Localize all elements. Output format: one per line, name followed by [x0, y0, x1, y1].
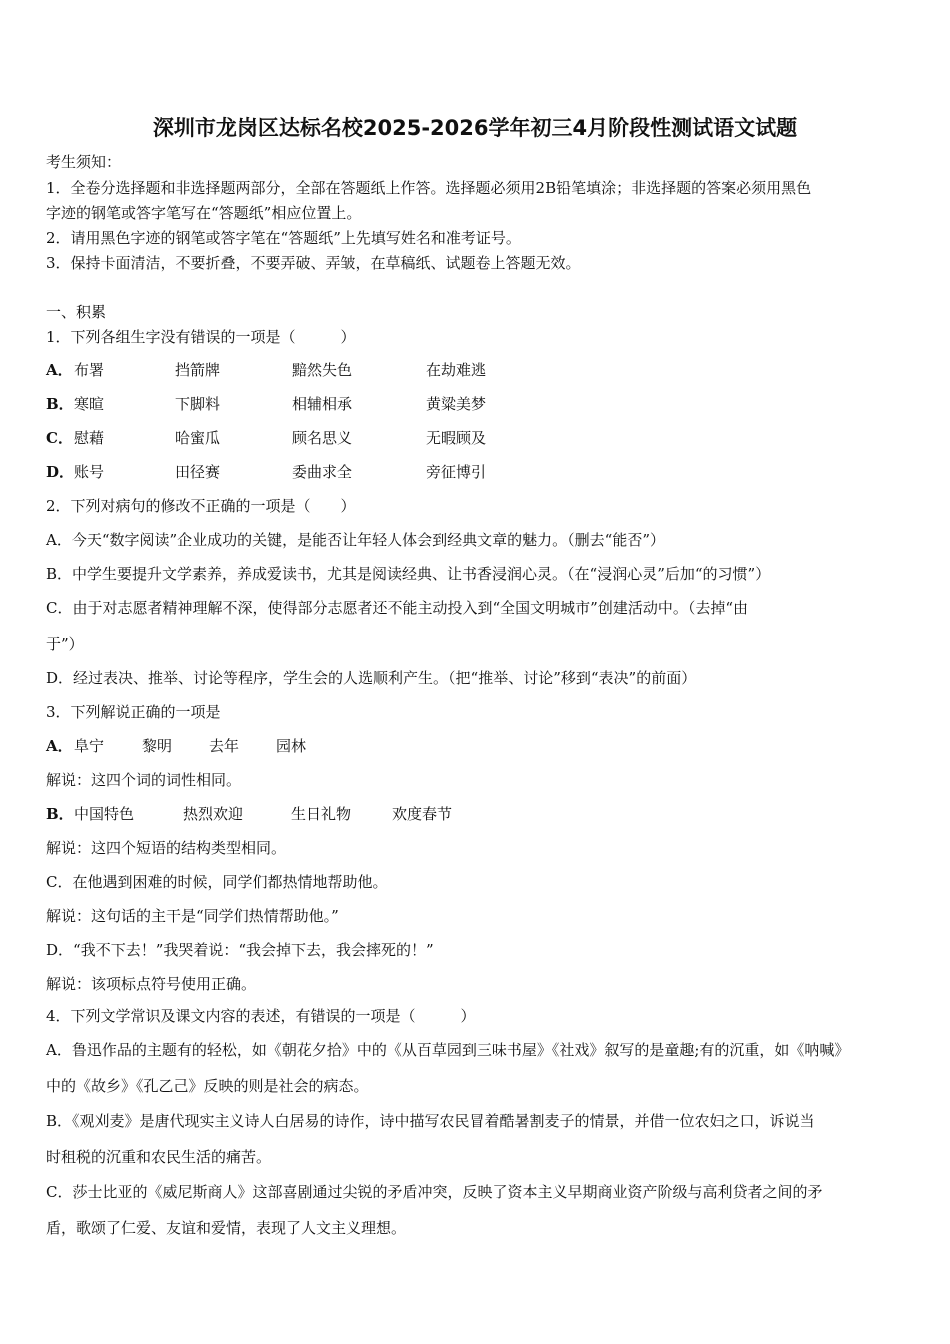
option-word: 顾名思义 — [292, 429, 353, 447]
option-word: 生日礼物 — [291, 805, 352, 823]
question-4-option-c-line-2: 盾，歌颂了仁爱、友谊和爱情，表现了人文主义理想。 — [46, 1219, 407, 1237]
option-label: C． — [46, 429, 73, 447]
question-3-note-b: 解说：这四个短语的结构类型相同。 — [46, 839, 287, 857]
option-word: 去年 — [209, 737, 240, 755]
option-word: 哈蜜瓜 — [175, 429, 221, 447]
option-label: A． — [46, 361, 73, 379]
page-title: 深圳市龙岗区达标名校2025-2026学年初三4月阶段性测试语文试题 — [152, 116, 798, 140]
option-word: 慰藉 — [74, 429, 105, 447]
option-word: 中国特色 — [74, 805, 135, 823]
question-3-note-d: 解说：该项标点符号使用正确。 — [46, 975, 257, 993]
option-label: B． — [46, 805, 74, 823]
option-label: B． — [46, 395, 74, 413]
question-1-stem: 1．下列各组生字没有错误的一项是（ ） — [46, 328, 356, 346]
option-word: 布署 — [74, 361, 105, 379]
option-word: 下脚料 — [175, 395, 221, 413]
option-word: 阜宁 — [74, 737, 105, 755]
question-3-stem: 3．下列解说正确的一项是 — [46, 703, 221, 721]
option-word: 寒暄 — [74, 395, 105, 413]
question-3-note-c: 解说：这句话的主干是“同学们热情帮助他。” — [46, 907, 339, 925]
question-2-option-c-line-2: 于”） — [46, 635, 84, 653]
option-label: D． — [46, 463, 75, 481]
question-4-option-c-line-1: C．莎士比亚的《威尼斯商人》这部喜剧通过尖锐的矛盾冲突，反映了资本主义早期商业资产阶级与高利贷者之间的矛 — [46, 1183, 823, 1201]
question-4-option-a-line-2: 中的《故乡》《孔乙己》反映的则是社会的病态。 — [46, 1077, 369, 1095]
option-word: 热烈欢迎 — [183, 805, 244, 823]
notice-item-2: 2．请用黑色字迹的钢笔或答字笔在“答题纸”上先填写姓名和准考证号。 — [46, 229, 521, 247]
option-word: 挡箭牌 — [175, 361, 221, 379]
question-2-stem: 2．下列对病句的修改不正确的一项是（ ） — [46, 497, 356, 515]
notice-item-1-line-1: 1．全卷分选择题和非选择题两部分，全部在答题纸上作答。选择题必须用2B铅笔填涂；非选择题的答案必须用黑色 — [46, 179, 812, 197]
notice-item-1-line-2: 字迹的钢笔或答字笔写在“答题纸”相应位置上。 — [46, 204, 362, 222]
option-word: 旁征博引 — [426, 463, 487, 481]
section-heading: 一、积累 — [46, 303, 107, 321]
option-word: 账号 — [74, 463, 105, 481]
option-word: 黄粱美梦 — [426, 395, 487, 413]
option-word: 相辅相承 — [292, 395, 353, 413]
question-4-stem: 4．下列文学常识及课文内容的表述，有错误的一项是（ ） — [46, 1007, 476, 1025]
option-label: A． — [46, 737, 73, 755]
question-2-option-c-line-1: C．由于对志愿者精神理解不深，使得部分志愿者还不能主动投入到“全国文明城市”创建活动中。（去掉“由 — [46, 599, 748, 617]
question-3-note-a: 解说：这四个词的词性相同。 — [46, 771, 242, 789]
question-4-option-a-line-1: A．鲁迅作品的主题有的轻松，如《朝花夕拾》中的《从百草园到三味书屋》《社戏》叙写的是童趣;有的沉重，如《呐喊》 — [46, 1041, 850, 1059]
option-word: 无暇顾及 — [426, 429, 487, 447]
question-2-option-b: B．中学生要提升文学素养，养成爱读书，尤其是阅读经典、让书香浸润心灵。（在“浸润心灵”后加“的习惯”） — [46, 565, 771, 583]
question-3-option-d: D．“我不下去！”我哭着说：“我会掉下去，我会摔死的！” — [46, 941, 434, 959]
option-word: 委曲求全 — [292, 463, 353, 481]
option-word: 欢度春节 — [392, 805, 453, 823]
option-word: 黯然失色 — [292, 361, 353, 379]
question-2-option-d: D．经过表决、推举、讨论等程序，学生会的人选顺利产生。（把“推举、讨论”移到“表决”的前面） — [46, 669, 697, 687]
question-4-option-b-line-2: 时租税的沉重和农民生活的痛苦。 — [46, 1148, 272, 1166]
question-4-option-b-line-1: B．《观刈麦》是唐代现实主义诗人白居易的诗作，诗中描写农民冒着酷暑割麦子的情景，并借一位农妇之口，诉说当 — [46, 1112, 815, 1130]
option-word: 园林 — [276, 737, 307, 755]
notice-heading: 考生须知： — [46, 153, 122, 171]
option-word: 在劫难逃 — [426, 361, 487, 379]
option-word: 田径赛 — [175, 463, 221, 481]
question-3-option-c: C．在他遇到困难的时候，同学们都热情地帮助他。 — [46, 873, 388, 891]
notice-item-3: 3．保持卡面清洁，不要折叠，不要弄破、弄皱，在草稿纸、试题卷上答题无效。 — [46, 254, 581, 272]
question-2-option-a: A．今天“数字阅读”企业成功的关键，是能否让年轻人体会到经典文章的魅力。（删去“能否”） — [46, 531, 666, 549]
option-word: 黎明 — [142, 737, 173, 755]
